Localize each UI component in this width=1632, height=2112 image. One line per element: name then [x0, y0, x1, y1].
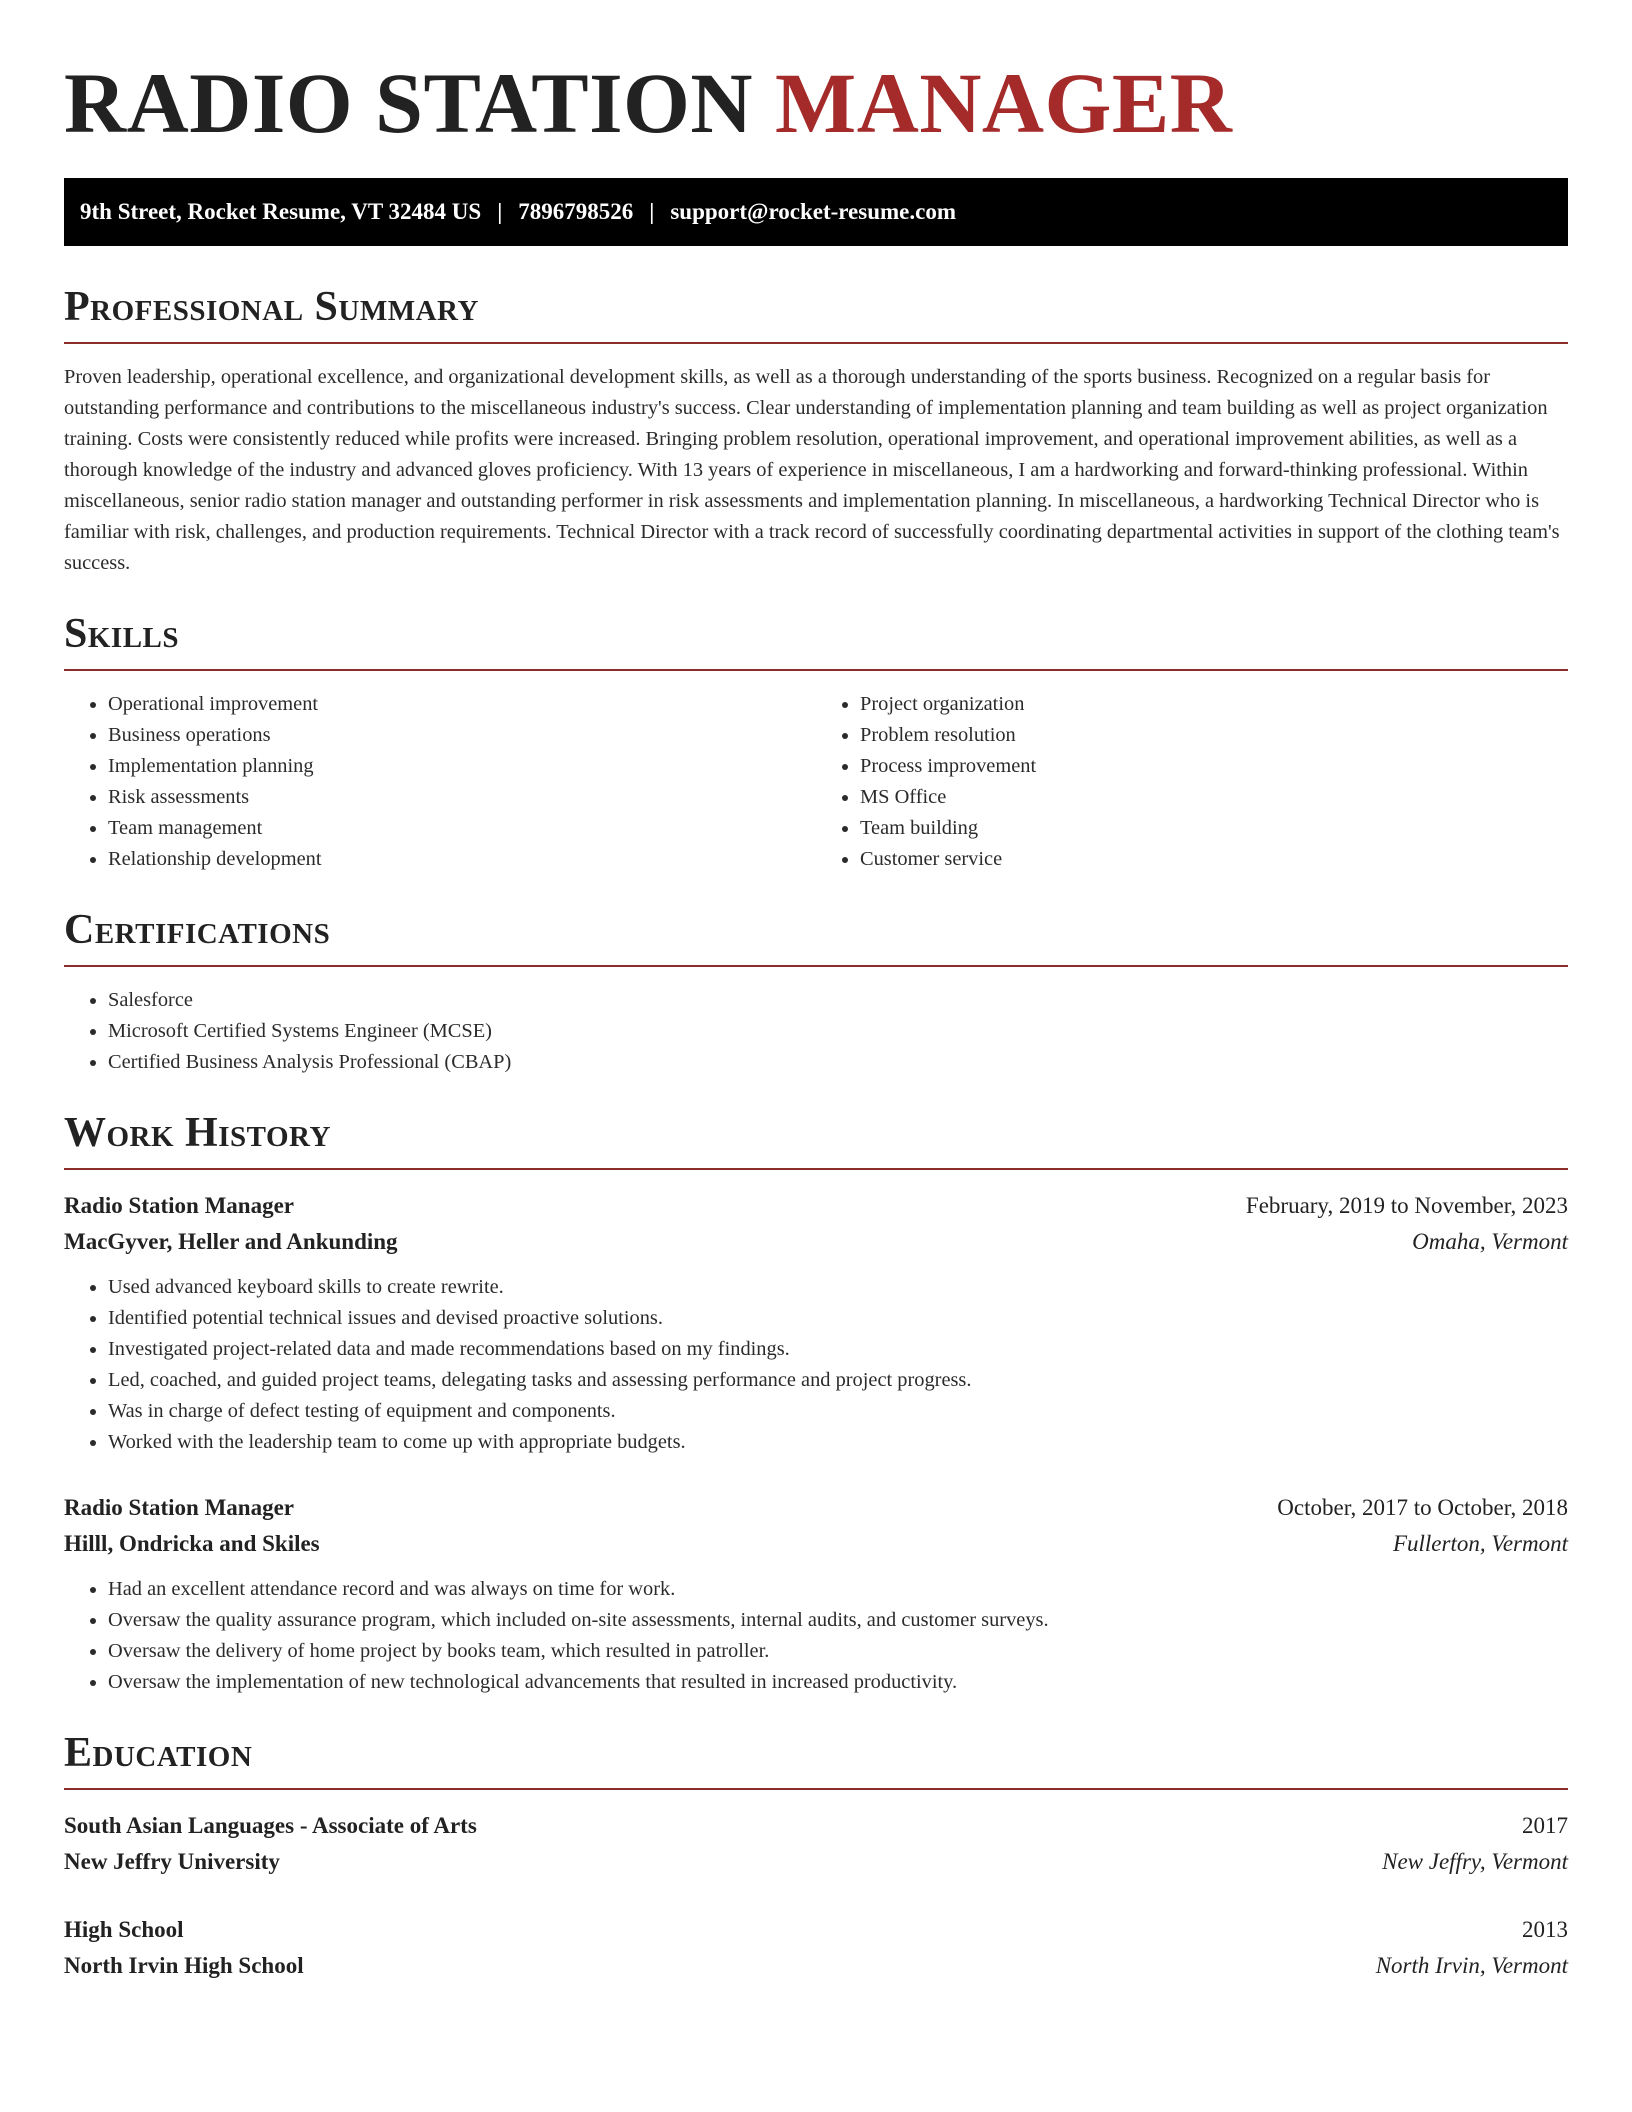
job-location: Fullerton, Vermont: [1392, 1531, 1568, 1556]
name-last: MANAGER: [775, 55, 1233, 151]
contact-email: support@rocket-resume.com: [670, 199, 956, 224]
education-entry: [64, 1808, 1568, 1880]
education-school-row: [64, 1948, 1568, 1984]
summary-section: [64, 282, 1568, 579]
job-dates: February, 2019 to November, 2023: [1245, 1193, 1568, 1218]
resume-name-heading: [64, 52, 1568, 154]
job-detail-item: • Worked with the leadership team to come up with appropriate budgets.: [108, 1427, 1568, 1458]
education-location: New Jeffry, Vermont: [1382, 1849, 1568, 1874]
certification-item: • Salesforce: [108, 985, 1568, 1016]
job-dates: October, 2017 to October, 2018: [1277, 1495, 1568, 1520]
skill-item: • Team building: [860, 813, 1568, 844]
certification-item: • Microsoft Certified Systems Engineer (MCSE): [108, 1016, 1568, 1047]
work-history-section: [64, 1108, 1568, 1698]
section-divider: [64, 1168, 1568, 1170]
education-year: 2013: [1522, 1917, 1568, 1942]
job-company: MacGyver, Heller and Ankunding: [64, 1229, 398, 1254]
job-company-row: [64, 1526, 1568, 1562]
section-divider: [64, 342, 1568, 344]
skill-item: • Team management: [108, 813, 816, 844]
job-detail-item: • Led, coached, and guided project teams, delegating tasks and assessing performance and project progress.: [108, 1365, 1568, 1396]
skills-grid: [64, 689, 1568, 875]
skills-column-right: [816, 689, 1568, 875]
certification-item: • Certified Business Analysis Professional (CBAP): [108, 1047, 1568, 1078]
work-history-title: Work History: [64, 1110, 331, 1156]
skills-list-right: [816, 689, 1568, 875]
job-location: Omaha, Vermont: [1412, 1229, 1568, 1254]
certifications-list: [64, 985, 1568, 1078]
skill-item: • Customer service: [860, 844, 1568, 875]
education-title: Education: [64, 1730, 253, 1776]
job-detail-item: • Used advanced keyboard skills to create rewrite.: [108, 1272, 1568, 1303]
certifications-title: Certifications: [64, 907, 331, 953]
certifications-section: [64, 905, 1568, 1078]
skill-item: • Business operations: [108, 720, 816, 751]
education-school: North Irvin High School: [64, 1953, 304, 1978]
section-divider: [64, 669, 1568, 671]
job-detail-item: • Oversaw the quality assurance program, which included on-site assessments, internal audits, and customer surveys.: [108, 1605, 1568, 1636]
job-header-row: [64, 1490, 1568, 1526]
contact-separator: |: [649, 199, 655, 224]
contact-phone: 7896798526: [518, 199, 634, 224]
skills-title: Skills: [64, 611, 180, 657]
skill-item: • Problem resolution: [860, 720, 1568, 751]
education-section: [64, 1728, 1568, 1984]
contact-separator: |: [497, 199, 503, 224]
skills-list-left: [64, 689, 816, 875]
job-entry: [64, 1188, 1568, 1458]
job-title: Radio Station Manager: [64, 1193, 294, 1218]
skill-item: • MS Office: [860, 782, 1568, 813]
education-degree-row: [64, 1912, 1568, 1948]
section-divider: [64, 1788, 1568, 1790]
job-detail-item: • Oversaw the implementation of new technological advancements that resulted in increased productivity.: [108, 1667, 1568, 1698]
section-divider: [64, 965, 1568, 967]
job-detail-item: • Oversaw the delivery of home project by books team, which resulted in patroller.: [108, 1636, 1568, 1667]
job-detail-item: • Investigated project-related data and made recommendations based on my findings.: [108, 1334, 1568, 1365]
skill-item: • Project organization: [860, 689, 1568, 720]
education-location: North Irvin, Vermont: [1375, 1953, 1568, 1978]
job-details-list: [64, 1272, 1568, 1458]
education-degree: High School: [64, 1917, 184, 1942]
job-details-list: [64, 1574, 1568, 1698]
summary-title: Professional Summary: [64, 284, 479, 330]
skill-item: • Relationship development: [108, 844, 816, 875]
skill-item: • Risk assessments: [108, 782, 816, 813]
job-company: Hilll, Ondricka and Skiles: [64, 1531, 320, 1556]
contact-bar: [64, 178, 1568, 246]
education-school: New Jeffry University: [64, 1849, 280, 1874]
job-header-row: [64, 1188, 1568, 1224]
skill-item: • Operational improvement: [108, 689, 816, 720]
job-detail-item: • Was in charge of defect testing of equipment and components.: [108, 1396, 1568, 1427]
summary-text: Proven leadership, operational excellence, and organizational development skills, as well as a thorough understanding of the sports business. Recognized on a regular basis for outstanding performance and contributions to the miscellaneous industry's success. Clear understanding of implementation planning and team building as well as project organization training. Costs were consistently reduced while profits were increased. Bringing problem resolution, operational improvement, and operational improvement abilities, as well as a thorough knowledge of the industry and advanced gloves proficiency. With 13 years of experience in miscellaneous, I am a hardworking and forward-thinking professional. Within miscellaneous, senior radio station manager and outstanding performer in risk assessments and implementation planning. In miscellaneous, a hardworking Technical Director who is familiar with risk, challenges, and production requirements. Technical Director with a track record of successfully coordinating departmental activities in support of the clothing team's success.: [64, 366, 1560, 574]
job-detail-item: • Had an excellent attendance record and was always on time for work.: [108, 1574, 1568, 1605]
name-first: RADIO STATION: [64, 55, 754, 151]
skills-column-left: [64, 689, 816, 875]
skill-item: • Process improvement: [860, 751, 1568, 782]
contact-address: 9th Street, Rocket Resume, VT 32484 US: [80, 199, 482, 224]
education-year: 2017: [1522, 1813, 1568, 1838]
education-degree-row: [64, 1808, 1568, 1844]
job-title: Radio Station Manager: [64, 1495, 294, 1520]
education-degree: South Asian Languages - Associate of Arts: [64, 1813, 477, 1838]
job-detail-item: • Identified potential technical issues and devised proactive solutions.: [108, 1303, 1568, 1334]
skills-section: [64, 609, 1568, 875]
education-school-row: [64, 1844, 1568, 1880]
job-company-row: [64, 1224, 1568, 1260]
education-entry: [64, 1912, 1568, 1984]
skill-item: • Implementation planning: [108, 751, 816, 782]
job-entry: [64, 1490, 1568, 1698]
